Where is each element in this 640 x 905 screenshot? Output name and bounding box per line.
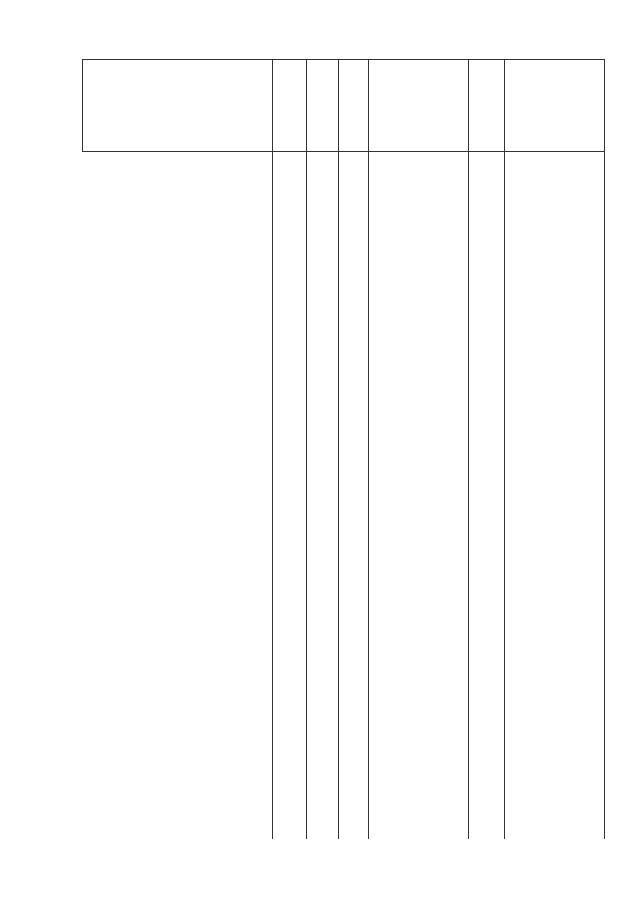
col-border-grp [504, 59, 505, 839]
header-bottom-border [82, 151, 604, 152]
header-name [82, 59, 272, 151]
col-border-art [468, 59, 469, 839]
col-border-sub [368, 59, 369, 839]
col-border-dept [306, 59, 307, 839]
col-border-name [272, 59, 273, 839]
col-border-sec [338, 59, 339, 839]
header-sum [505, 59, 604, 151]
col-border-right [604, 59, 605, 839]
